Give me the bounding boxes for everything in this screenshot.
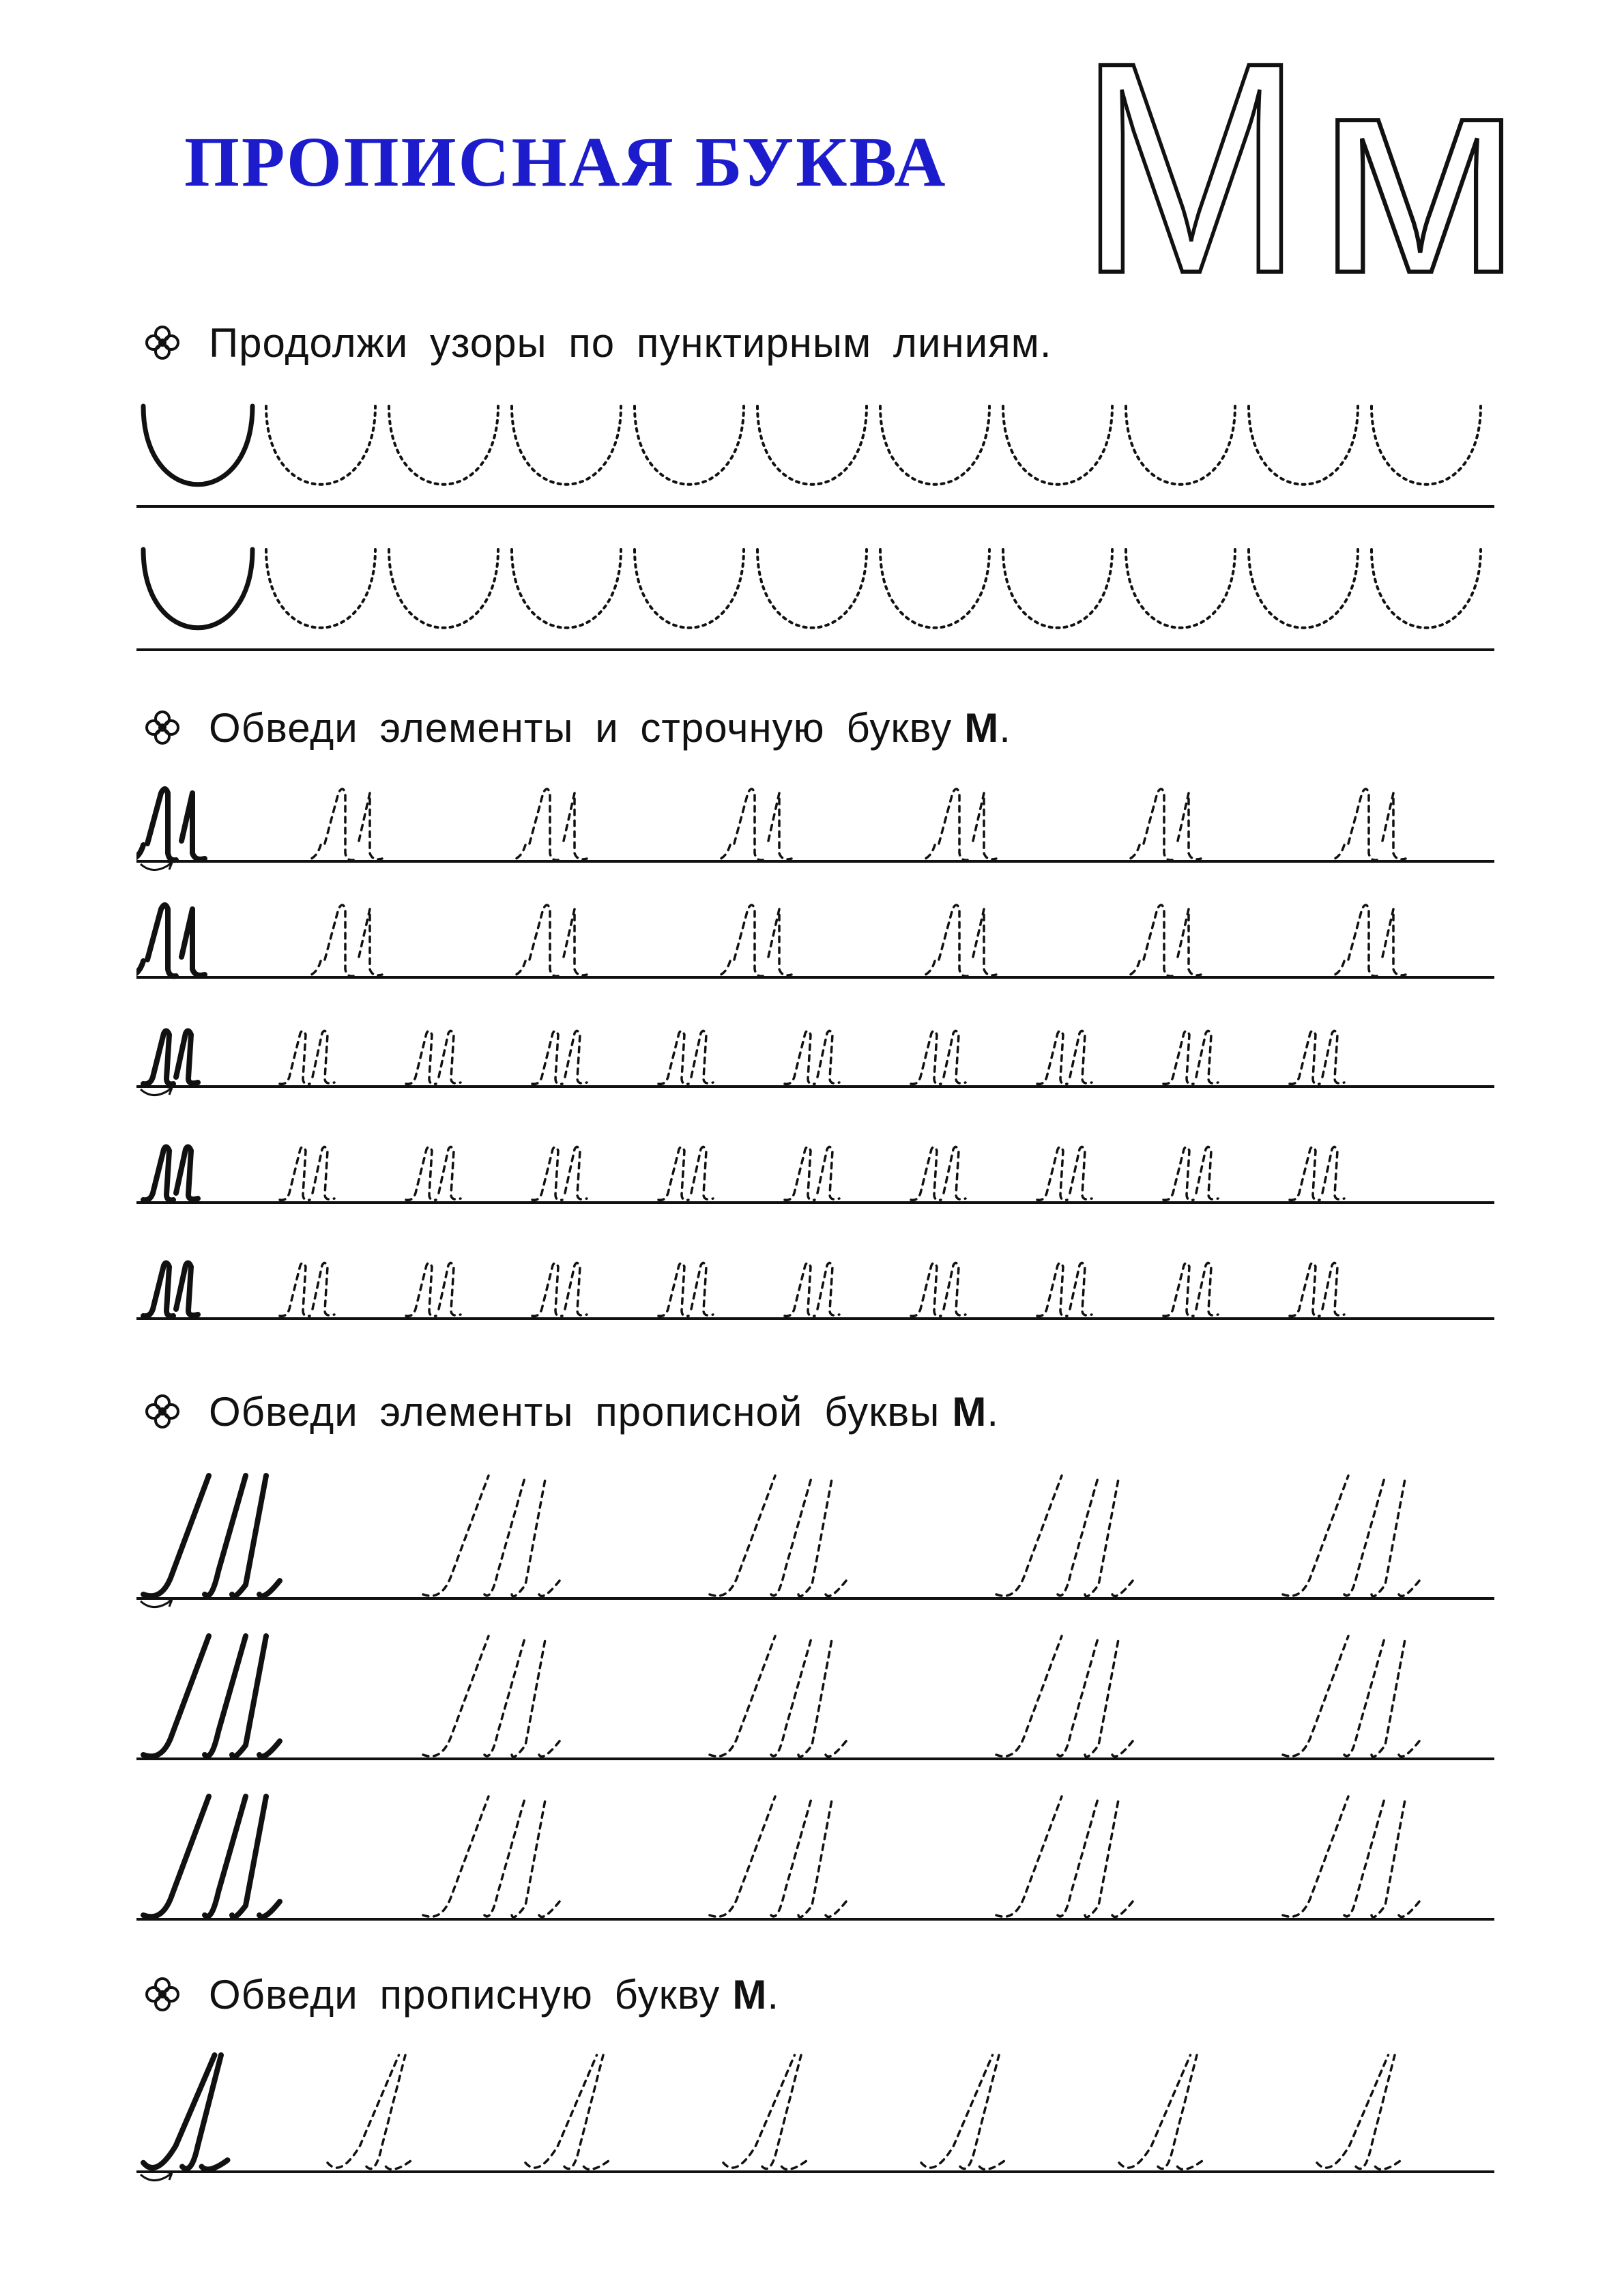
instruction-text: Обведи элементы прописной буквы — [209, 1388, 940, 1435]
lowercase-element-row — [136, 894, 1494, 990]
instruction-text: Обведи прописную букву — [209, 1971, 721, 2018]
flower-icon — [143, 1975, 182, 2013]
practice-strokes — [136, 1621, 1494, 1771]
hero-letters — [1078, 41, 1542, 287]
uppercase-element-row — [136, 1461, 1494, 1611]
instruction-letter: М — [952, 1388, 987, 1435]
practice-strokes — [136, 2048, 1494, 2184]
flower-icon — [143, 324, 182, 362]
practice-strokes — [136, 1133, 1494, 1215]
lowercase-letter: м — [1317, 41, 1522, 287]
lowercase-letter-row — [136, 1017, 1494, 1099]
practice-strokes — [136, 894, 1494, 990]
instruction-4 — [143, 1967, 779, 2022]
instruction-tail: . — [999, 704, 1011, 751]
instruction-1 — [143, 315, 1052, 370]
practice-strokes — [136, 1781, 1494, 1932]
practice-strokes — [136, 1017, 1494, 1099]
flower-icon — [143, 708, 182, 747]
instruction-2 — [143, 700, 1011, 755]
instruction-text: Обведи элементы и строчную букву — [209, 704, 953, 751]
uppercase-letter-row — [136, 2048, 1494, 2184]
instruction-tail: . — [987, 1388, 1000, 1435]
instruction-letter: М — [964, 704, 1000, 751]
practice-strokes — [136, 778, 1494, 874]
pattern-row — [136, 389, 1494, 519]
lowercase-element-row — [136, 778, 1494, 874]
instruction-letter: М — [732, 1971, 768, 2018]
instruction-text: Продолжи узоры по пунктирным линиям. — [209, 319, 1052, 366]
uppercase-element-row — [136, 1621, 1494, 1771]
instruction-3 — [143, 1384, 999, 1439]
lowercase-letter-row — [136, 1133, 1494, 1215]
practice-strokes — [136, 1249, 1494, 1331]
practice-strokes — [136, 532, 1494, 662]
practice-strokes — [136, 389, 1494, 519]
pattern-row — [136, 532, 1494, 662]
uppercase-letter: М — [1078, 41, 1303, 287]
page-title: ПРОПИСНАЯ БУКВА — [184, 123, 948, 201]
instruction-tail: . — [767, 1971, 780, 2018]
practice-strokes — [136, 1461, 1494, 1611]
uppercase-element-row — [136, 1781, 1494, 1932]
flower-icon — [143, 1392, 182, 1431]
lowercase-letter-row — [136, 1249, 1494, 1331]
